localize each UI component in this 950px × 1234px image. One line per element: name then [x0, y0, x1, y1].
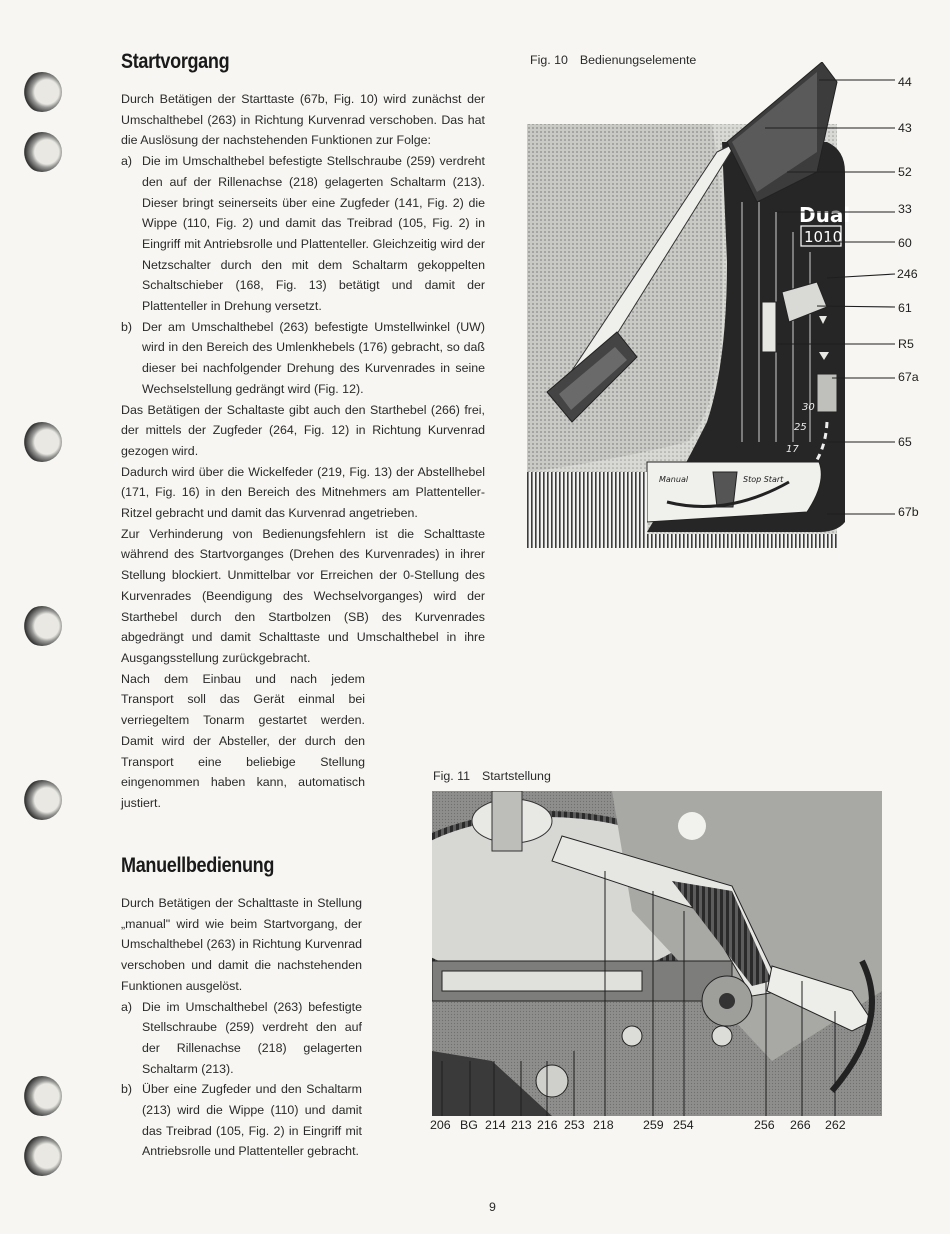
section-manuellbedienung-text	[121, 893, 362, 1162]
section-heading-startvorgang: Startvorgang	[121, 50, 230, 73]
binder-hole	[22, 72, 62, 112]
callout-44: 44	[898, 75, 912, 89]
start-key	[713, 472, 737, 507]
paragraph-transport: Nach dem Einbau und nach jedem Transport soll das Gerät einmal bei verriegeltem Tonarm gestartet werden. Damit wird der Absteller, der durch den Transport eine beliebige Stellung eingenommen haben kann, automatisch justiert.	[121, 671, 365, 810]
start-label: Stop Start	[743, 475, 784, 484]
figure-fig10-controls	[527, 62, 947, 557]
binder-hole	[22, 606, 62, 646]
figure-caption-fig11	[433, 769, 551, 783]
list-item	[121, 151, 485, 317]
list-item-text: Über eine Zugfeder und den Schaltarm (213) wird die Wippe (110) und damit das Treibrad (105, Fig. 2) in Eingriff mit Antriebsrolle und Plattenteller gebracht.	[142, 1082, 362, 1159]
section-heading-manuellbedienung: Manuellbedienung	[121, 854, 275, 877]
chrome-strip	[527, 534, 837, 548]
lever	[762, 302, 776, 352]
spindle	[492, 791, 522, 851]
list-item-label: b)	[121, 1082, 133, 1097]
figure-fig11-start-position	[432, 791, 882, 1116]
label-262: 262	[825, 1118, 846, 1132]
list-item	[121, 1079, 362, 1162]
label-bg: BG	[460, 1118, 478, 1132]
pulley-axle	[719, 993, 735, 1009]
binder-hole	[22, 132, 62, 172]
roller	[536, 1065, 568, 1097]
paragraph: Durch Betätigen der Schalttaste in Stellung „manual" wird wie beim Startvorgang, der Umschalthebel (263) in Richtung Kurvenrad verschoben und damit die nachstehenden Funktionen ausgelöst.	[121, 896, 362, 993]
page-number: 9	[489, 1200, 496, 1214]
list-item	[121, 997, 362, 1080]
slide-slot	[442, 971, 642, 991]
manual-label: Manual	[659, 475, 689, 484]
label-266: 266	[790, 1118, 811, 1132]
label-213: 213	[511, 1118, 532, 1132]
screw	[712, 1026, 732, 1046]
label-259: 259	[643, 1118, 664, 1132]
speed-30: 30	[802, 402, 815, 413]
list-item-label: b)	[121, 319, 133, 334]
callout-r5: R5	[898, 337, 914, 351]
paragraph: Zur Verhinderung von Bedienungsfehlern ist die Schalttaste während des Startvorganges (Drehen des Kurvenrades) in ihrer Stellung blockiert. Unmittelbar vor Erreichen der 0-Stellung des Kurvenrades (Beendigung des Wechselvorganges) wird der Starthebel durch den Startbolzen (SB) des Kurvenrades abgedrängt und damit Schalttaste und Umschalthebel in ihre Ausgangsstellung zurückgebracht.	[121, 526, 485, 665]
label-216: 216	[537, 1118, 558, 1132]
binder-hole	[22, 1136, 62, 1176]
list-item-label: a)	[121, 154, 133, 169]
label-254: 254	[673, 1118, 694, 1132]
chrome-edge	[527, 472, 647, 534]
figure-number: Fig. 10	[530, 53, 568, 67]
callout-61: 61	[898, 301, 912, 315]
model-number: 1010	[804, 228, 843, 246]
callout-52: 52	[898, 165, 912, 179]
list-item-label: a)	[121, 999, 133, 1014]
callout-65: 65	[898, 435, 912, 449]
callout-43: 43	[898, 121, 912, 135]
brand-logo: Dual	[799, 203, 851, 227]
speed-knob	[817, 374, 837, 412]
list-item-text: Der am Umschalthebel (263) befestigte Umstellwinkel (UW) wird in den Bereich des Umlenkhebels (176) gebracht, so daß dieser bei nachfolgender Drehung des Kurvenrades in seine Wechselstellung gedrängt wird (Fig. 12).	[142, 319, 485, 396]
label-206: 206	[430, 1118, 451, 1132]
figure-number: Fig. 11	[433, 769, 470, 783]
list-item	[121, 317, 485, 400]
binder-hole	[22, 780, 62, 820]
callout-33: 33	[898, 202, 912, 216]
speed-25: 25	[794, 422, 807, 433]
section-startvorgang-text	[121, 89, 485, 814]
list-item-text: Die im Umschalthebel befestigte Stellschraube (259) verdreht den auf der Rillenachse (218) gelagerten Schaltarm (213). Dieser bringt seinerseits über eine Zugfeder (141, Fig. 2) die Wippe (110, Fig. 2) und damit das Treibrad (105, Fig. 2) in Eingriff mit Antriebsrolle und Plattenteller. Gleichzeitig wird der Netzschalter durch den mit dem Schaltarm gekoppelten Schaltschieber (168, Fig. 13) betätigt und damit der Plattenteller in Drehung versetzt.	[142, 154, 485, 314]
callout-67b: 67b	[898, 505, 919, 519]
screw	[622, 1026, 642, 1046]
callout-60: 60	[898, 236, 912, 250]
paragraph: Durch Betätigen der Starttaste (67b, Fig. 10) wird zunächst der Umschalthebel (263) in Richtung Kurvenrad verschoben. Das hat die Auslösung der nachstehenden Funktionen zur Folge:	[121, 92, 485, 148]
figure-title: Startstellung	[481, 769, 551, 783]
label-218: 218	[593, 1118, 614, 1132]
speed-17: 17	[786, 444, 799, 455]
paragraph: Das Betätigen der Schaltaste gibt auch den Starthebel (266) frei, der mittels der Zugfeder (264, Fig. 12) in Richtung Kurvenrad gezogen wird.	[121, 402, 485, 458]
paragraph: Dadurch wird über die Wickelfeder (219, Fig. 13) der Abstellhebel (171, Fig. 16) in den Bereich des Mitnehmers am Plattenteller-Ritzel gebracht und damit das Kurvenrad angetrieben.	[121, 464, 485, 521]
binder-hole	[22, 422, 62, 462]
list-item-text: Die im Umschalthebel (263) befestigte Stellschraube (259) verdreht den auf der Rillenachse (218) gelagerten Schaltarm (213).	[142, 999, 362, 1076]
callout-246: 246	[897, 267, 918, 281]
label-253: 253	[564, 1118, 585, 1132]
label-256: 256	[754, 1118, 775, 1132]
mounting-hole	[678, 812, 706, 840]
label-214: 214	[485, 1118, 506, 1132]
callout-67a: 67a	[898, 370, 919, 384]
figure-title: Bedienungselemente	[579, 53, 697, 67]
binder-hole	[22, 1076, 62, 1116]
